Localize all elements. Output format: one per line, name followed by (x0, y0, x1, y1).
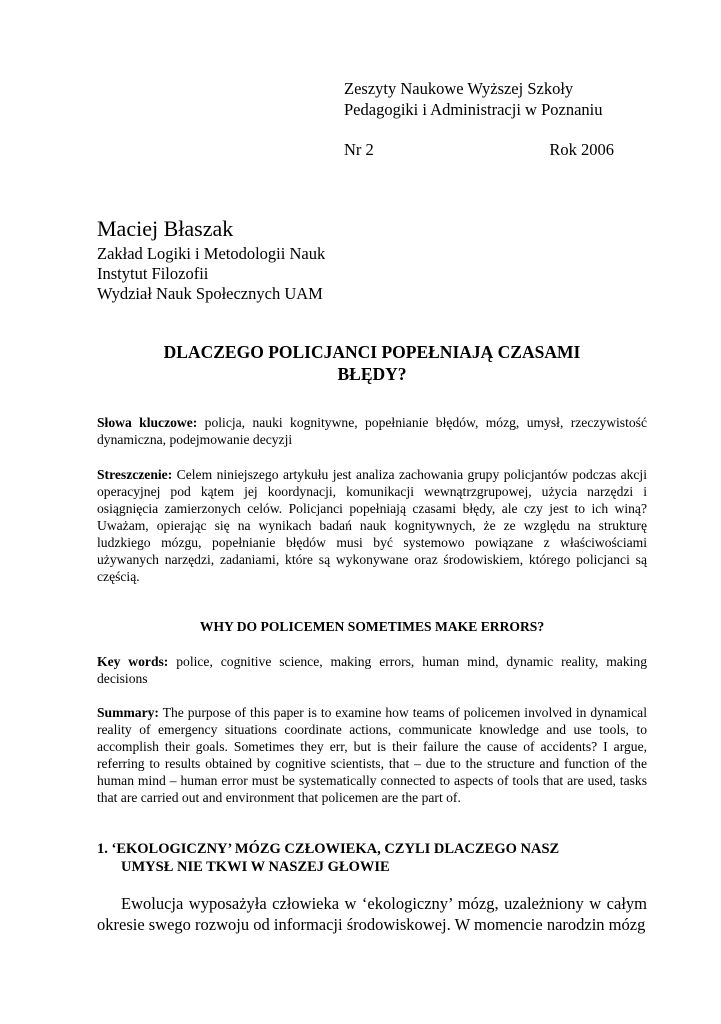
body-paragraph: Ewolucja wyposażyła człowieka w ‘ekologiczny’ mózg, uzależniony w całym okresie swego rozwoju od informacji środowiskowej. W momencie narodzin mózg (97, 894, 647, 934)
abstract-pl-text: Celem niniejszego artykułu jest analiza zachowania grupy policjantów podczas akcji operacyjnej pod kątem jej koordynacji, komunikacji wewnątrzgrupowej, użycia narzędzi i osiągnięcia zamierzonych celów. Policjanci popełniają czasami błędy, ale czy jest to ich winą? Uważam, opierając się na wynikach badań nauk kognitywnych, że ze względu na strukturę ludzkiego mózgu, popełnianie błędów musi być systemowo powiązane z właściwościami używanych narzędzi, zadaniami, które są wykonywane oraz środowiskiem, którego policjanci są częścią. (97, 467, 647, 584)
keywords-pl-text: policja, nauki kognitywne, popełnianie błędów, mózg, umysł, rzeczywistość dynamiczna, podejmowanie decyzji (97, 415, 647, 447)
paper-title-en: WHY DO POLICEMEN SOMETIMES MAKE ERRORS? (199, 619, 545, 634)
journal-header (344, 78, 644, 120)
author-name: Maciej Błaszak (97, 216, 234, 241)
affiliation-institute: Instytut Filozofii (97, 264, 209, 283)
issue-year: Rok 2006 (549, 140, 614, 159)
journal-name-line1: Zeszyty Naukowe Wyższej Szkoły (344, 79, 574, 98)
section-heading-1-line1: 1. ‘EKOLOGICZNY’ MÓZG CZŁOWIEKA, CZYLI DLACZEGO NASZ (97, 841, 560, 857)
section-heading-1-line2: UMYSŁ NIE TKWI W NASZEJ GŁOWIE (121, 859, 390, 875)
abstract-en-label: Summary: (97, 705, 159, 720)
journal-name-line2: Pedagogiki i Administracji w Poznaniu (344, 100, 603, 119)
issue-number: Nr 2 (344, 140, 374, 159)
paper-title-pl-line2: BŁĘDY? (337, 364, 407, 384)
abstract-pl-label: Streszczenie: (97, 467, 173, 482)
affiliation-faculty: Wydział Nauk Społecznych UAM (97, 284, 323, 303)
abstract-en-text: The purpose of this paper is to examine how teams of policemen involved in dynamical reality of emergency situations coordinate actions, communicate knowledge and use tools, to accomplish their goals. Sometimes they err, but is their failure the cause of accidents? I argue, referring to results obtained by cognitive scientists, that – due to the structure and function of the human mind – human error must be systematically connected to aspects of tools that are used, tasks that are carried out and environment that policemen are the part of. (97, 705, 647, 805)
paper-title-pl-line1: DLACZEGO POLICJANCI POPEŁNIAJĄ CZASAMI (163, 342, 581, 362)
keywords-pl-label: Słowa kluczowe: (97, 415, 198, 430)
abstract-pl (97, 466, 647, 585)
keywords-en-text: police, cognitive science, making errors, human mind, dynamic reality, making decisions (97, 654, 647, 686)
keywords-en (97, 653, 647, 687)
keywords-pl (97, 414, 647, 448)
author-affiliation (97, 244, 325, 304)
affiliation-department: Zakład Logiki i Metodologii Nauk (97, 244, 326, 263)
keywords-en-label: Key words: (97, 654, 169, 669)
section-heading-1 (97, 840, 647, 876)
issue-info (344, 139, 614, 160)
paper-title-pl (97, 341, 647, 385)
abstract-en (97, 704, 647, 806)
